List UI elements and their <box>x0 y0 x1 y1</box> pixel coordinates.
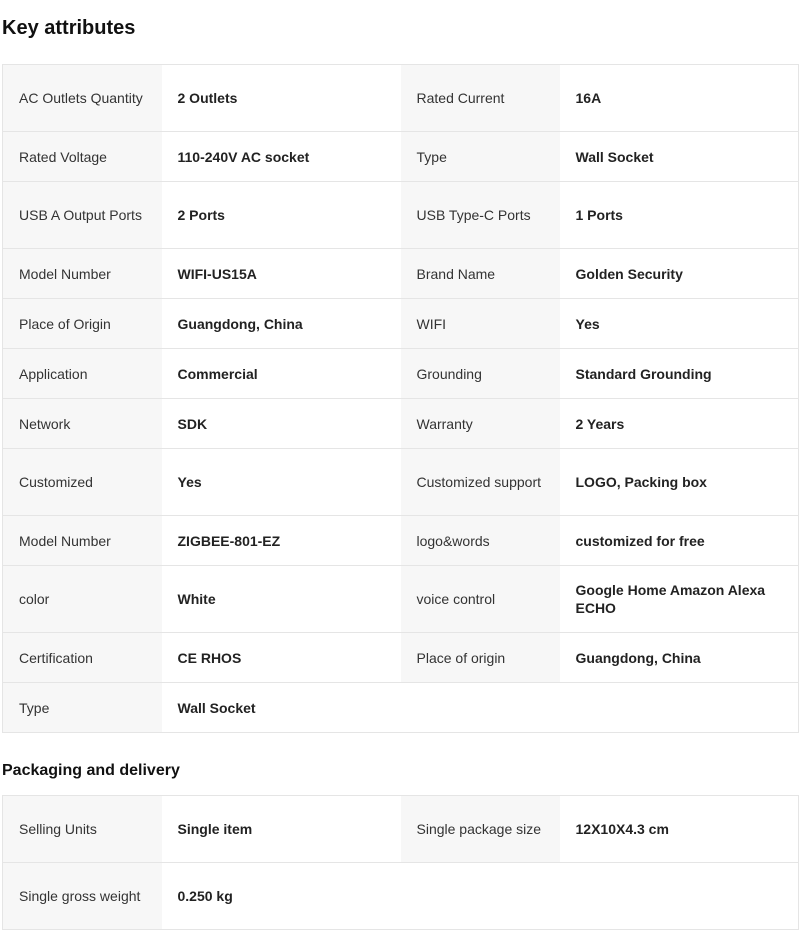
attribute-label: Grounding <box>401 349 560 399</box>
table-row <box>3 566 799 633</box>
attribute-label: Customized <box>3 449 162 516</box>
table-row <box>3 683 799 733</box>
attribute-label: Rated Voltage <box>3 132 162 182</box>
attribute-value: customized for free <box>560 516 799 566</box>
attribute-label: Place of Origin <box>3 299 162 349</box>
attribute-value: Wall Socket <box>560 132 799 182</box>
attribute-value: 0.250 kg <box>162 863 799 930</box>
attribute-label: Application <box>3 349 162 399</box>
attribute-label: Certification <box>3 633 162 683</box>
packaging-title: Packaging and delivery <box>2 762 180 779</box>
attribute-value: Yes <box>560 299 799 349</box>
attribute-value: Guangdong, China <box>560 633 799 683</box>
attribute-value: Commercial <box>162 349 401 399</box>
attribute-label: Selling Units <box>3 796 162 863</box>
attribute-label: Warranty <box>401 399 560 449</box>
table-row <box>3 182 799 249</box>
attribute-value: LOGO, Packing box <box>560 449 799 516</box>
attribute-value: Wall Socket <box>162 683 799 733</box>
table-row <box>3 796 799 863</box>
attribute-label: Single gross weight <box>3 863 162 930</box>
attribute-label: voice control <box>401 566 560 633</box>
attribute-label: Customized support <box>401 449 560 516</box>
attribute-value: SDK <box>162 399 401 449</box>
table-row <box>3 249 799 299</box>
attribute-value: Golden Security <box>560 249 799 299</box>
attribute-value: Standard Grounding <box>560 349 799 399</box>
attribute-label: Single package size <box>401 796 560 863</box>
attribute-value: Single item <box>162 796 401 863</box>
table-row <box>3 65 799 132</box>
table-row <box>3 349 799 399</box>
attribute-value: 2 Ports <box>162 182 401 249</box>
table-row <box>3 449 799 516</box>
table-row <box>3 516 799 566</box>
attribute-label: USB Type-C Ports <box>401 182 560 249</box>
attribute-value: WIFI-US15A <box>162 249 401 299</box>
attribute-label: WIFI <box>401 299 560 349</box>
attribute-value: 12X10X4.3 cm <box>560 796 799 863</box>
attribute-value: Guangdong, China <box>162 299 401 349</box>
table-row <box>3 399 799 449</box>
attribute-label: Place of origin <box>401 633 560 683</box>
attribute-label: Brand Name <box>401 249 560 299</box>
table-row <box>3 132 799 182</box>
attribute-value: 1 Ports <box>560 182 799 249</box>
attribute-value: Google Home Amazon Alexa ECHO <box>560 566 799 633</box>
attribute-value: 16A <box>560 65 799 132</box>
attribute-value: ZIGBEE-801-EZ <box>162 516 401 566</box>
packaging-table <box>2 795 799 930</box>
attribute-label: Type <box>401 132 560 182</box>
attribute-label: Rated Current <box>401 65 560 132</box>
attribute-value: 2 Years <box>560 399 799 449</box>
attribute-label: logo&words <box>401 516 560 566</box>
attribute-value: White <box>162 566 401 633</box>
table-row <box>3 633 799 683</box>
attribute-label: AC Outlets Quantity <box>3 65 162 132</box>
attribute-label: USB A Output Ports <box>3 182 162 249</box>
key-attributes-title: Key attributes <box>2 17 136 39</box>
attribute-label: color <box>3 566 162 633</box>
table-row <box>3 299 799 349</box>
attribute-label: Network <box>3 399 162 449</box>
attribute-label: Model Number <box>3 516 162 566</box>
attribute-value: Yes <box>162 449 401 516</box>
attribute-value: CE RHOS <box>162 633 401 683</box>
attribute-label: Type <box>3 683 162 733</box>
key-attributes-table <box>2 64 799 733</box>
attribute-label: Model Number <box>3 249 162 299</box>
attribute-value: 110-240V AC socket <box>162 132 401 182</box>
attribute-value: 2 Outlets <box>162 65 401 132</box>
table-row <box>3 863 799 930</box>
